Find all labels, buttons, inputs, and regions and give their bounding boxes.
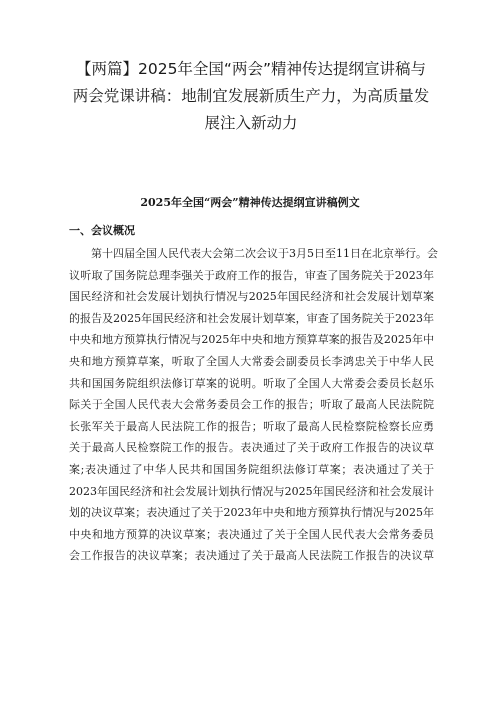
paragraph-line: 中央和地方预算执行情况与2025年中央和地方预算草案的报告及2025年中 (69, 333, 434, 347)
paragraph-line: 会工作报告的决议草案；表决通过了关于最高人民法院工作报告的决议草 (69, 549, 434, 563)
paragraph-line: 央和地方预算草案，听取了全国人大常委会副委员长李鸿忠关于中华人民 (69, 354, 434, 368)
paragraph-line: 案;表决通过了中华人民共和国国务院组织法修订草案；表决通过了关于 (69, 462, 434, 476)
paragraph-line: 共和国国务院组织法修订草案的说明。听取了全国人大常委会委员长赵乐 (69, 376, 434, 390)
document-title-line: 【两篇】2025年全国“两会”精神传达提纲宣讲稿与 (75, 60, 426, 78)
paragraph-line: 的报告及2025年国民经济和社会发展计划草案，审查了国务院关于2023年 (69, 311, 434, 325)
body-paragraph (69, 243, 438, 567)
paragraph-line: 划的决议草案；表决通过了关于2023年中央和地方预算执行情况与2025年 (69, 506, 434, 520)
paragraph-line: 国民经济和社会发展计划执行情况与2025年国民经济和社会发展计划草案 (69, 290, 434, 304)
paragraph-line: 中央和地方预算的决议草案；表决通过了关于全国人民代表大会常务委员 (69, 527, 434, 541)
paragraph-line: 第十四届全国人民代表大会第二次会议于3月5日至11日在北京举行。会 (91, 247, 438, 260)
document-title-line: 展注入新动力 (204, 114, 298, 132)
document-title-line: 两会党课讲稿：地制宜发展新质生产力，为高质量发 (72, 87, 430, 105)
paragraph-line: 关于最高人民检察院工作的报告。表决通过了关于政府工作报告的决议草 (69, 441, 434, 455)
document-title (70, 56, 432, 137)
paragraph-line: 议听取了国务院总理李强关于政府工作的报告，审查了国务院关于2023年 (69, 268, 434, 282)
heading-meeting-overview: 一、会议概况 (69, 224, 135, 237)
paragraph-line: 长张军关于最高人民法院工作的报告；听取了最高人民检察院检察长应勇 (69, 419, 434, 433)
paragraph-line: 际关于全国人民代表大会常务委员会工作的报告；听取了最高人民法院院 (69, 398, 434, 412)
paragraph-line: 2023年国民经济和社会发展计划执行情况与2025年国民经济和社会发展计 (69, 484, 434, 498)
section-title: 2025年全国“两会”精神传达提纲宣讲稿例文 (140, 196, 360, 209)
